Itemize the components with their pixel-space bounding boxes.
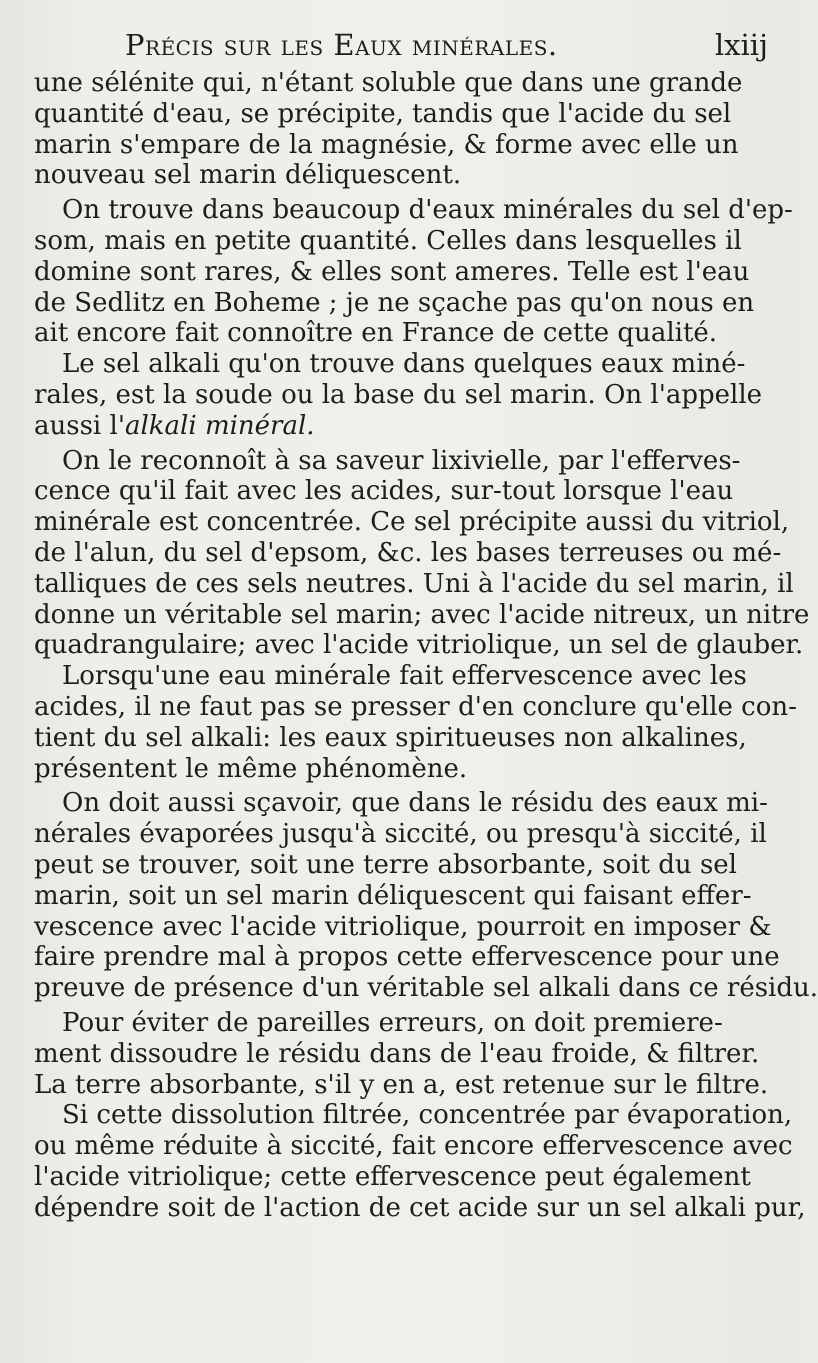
text-line: présentent le même phénomène. xyxy=(34,753,468,784)
page-number: lxiij xyxy=(714,28,768,62)
text-line: preuve de présence d'un véritable sel alkali dans ce résidu. xyxy=(34,973,818,1004)
paragraph xyxy=(34,1100,806,1223)
text-fragment: aussi l' xyxy=(34,410,125,441)
text-line: La terre absorbante, s'il y en a, est retenue sur le filtre. xyxy=(34,1069,769,1100)
text-line: de l'alun, du sel d'epsom, &c. les bases terreuses ou mé- xyxy=(34,537,782,568)
text-line: talliques de ces sels neutres. Uni à l'acide du sel marin, il xyxy=(34,568,794,599)
text-line: l'acide vitriolique; cette effervescence peut également xyxy=(34,1161,751,1192)
text-line xyxy=(34,411,716,442)
text-line: tient du sel alkali: les eaux spiritueuses non alkalines, xyxy=(34,722,747,753)
italic-term: alkali minéral. xyxy=(124,410,315,441)
paragraph xyxy=(34,661,797,784)
text-line: Si cette dissolution filtrée, concentrée par évaporation, xyxy=(62,1100,793,1131)
text-line: peut se trouver, soit une terre absorbante, soit du sel xyxy=(34,849,737,880)
running-title: Précis sur les Eaux minérales. xyxy=(125,28,558,62)
text-line: cence qu'il fait avec les acides, sur-tout lorsque l'eau xyxy=(34,476,734,507)
text-line: ou même réduite à siccité, fait encore effervescence avec xyxy=(34,1131,793,1162)
paragraph xyxy=(34,788,818,1004)
text-line: nérales évaporées jusqu'à siccité, ou presqu'à siccité, il xyxy=(34,819,767,850)
text-line: faire prendre mal à propos cette effervescence pour une xyxy=(34,942,780,973)
paragraph xyxy=(34,195,793,349)
text-line: rales, est la soude ou la base du sel marin. On l'appelle xyxy=(34,379,763,410)
paragraph xyxy=(34,445,810,662)
text-line: On doit aussi sçavoir, que dans le résidu des eaux mi- xyxy=(62,788,768,819)
text-line: Lorsqu'une eau minérale fait effervescence avec les xyxy=(62,661,747,692)
text-line: donne un véritable sel marin; avec l'acide nitreux, un nitre xyxy=(34,599,810,630)
text-line: On le reconnoît à sa saveur lixivielle, par l'efferves- xyxy=(62,445,741,476)
text-line: de Sedlitz en Boheme ; je ne sçache pas qu'on nous en xyxy=(34,287,755,318)
text-line: som, mais en petite quantité. Celles dans lesquelles il xyxy=(34,225,742,256)
text-line: ait encore fait connoître en France de cette qualité. xyxy=(34,318,718,349)
text-line: quadrangulaire; avec l'acide vitriolique, un sel de glauber. xyxy=(34,630,804,661)
text-line: minérale est concentrée. Ce sel précipite aussi du vitriol, xyxy=(34,507,790,538)
body-text xyxy=(34,68,818,1223)
paragraph xyxy=(34,1007,769,1100)
page-header xyxy=(0,26,800,66)
text-line: vescence avec l'acide vitriolique, pourroit en imposer & xyxy=(34,911,772,942)
text-line: nouveau sel marin déliquescent. xyxy=(34,160,462,191)
text-line: domine sont rares, & elles sont ameres. Telle est l'eau xyxy=(34,256,750,287)
paragraph xyxy=(34,68,743,191)
text-line: On trouve dans beaucoup d'eaux minérales du sel d'ep- xyxy=(62,195,793,226)
text-line: Le sel alkali qu'on trouve dans quelques eaux miné- xyxy=(62,349,746,380)
text-line: une sélénite qui, n'étant soluble que dans une grande xyxy=(34,68,743,98)
text-line: Pour éviter de pareilles erreurs, on doit premiere- xyxy=(62,1007,723,1038)
text-line: marin, soit un sel marin déliquescent qui faisant effer- xyxy=(34,880,752,911)
paragraph xyxy=(34,349,763,441)
text-line: quantité d'eau, se précipite, tandis que l'acide du sel xyxy=(34,98,732,129)
text-line: marin s'empare de la magnésie, & forme avec elle un xyxy=(34,129,739,160)
text-line: dépendre soit de l'action de cet acide sur un sel alkali pur, xyxy=(34,1192,806,1223)
text-line: acides, il ne faut pas se presser d'en conclure qu'elle con- xyxy=(34,691,797,722)
text-line: ment dissoudre le résidu dans de l'eau froide, & filtrer. xyxy=(34,1038,760,1069)
